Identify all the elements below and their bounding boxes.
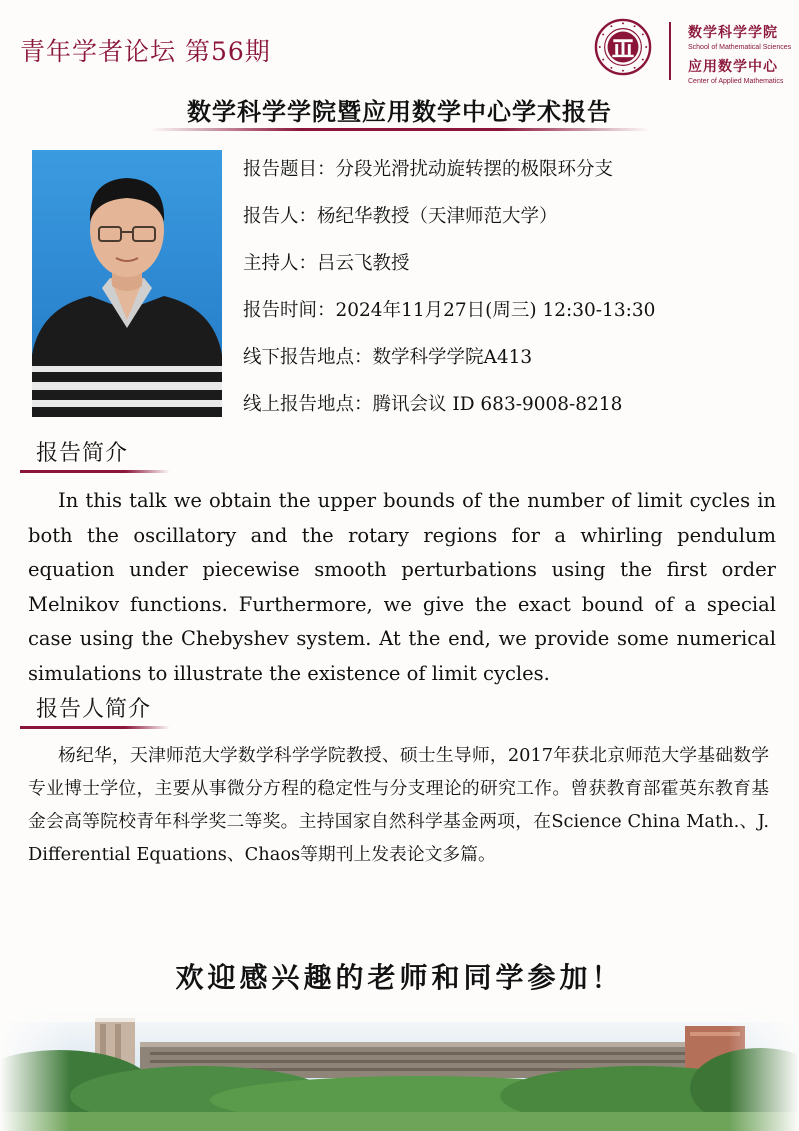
info-talk-title: 报告题目：分段光滑扰动旋转摆的极限环分支	[243, 159, 614, 180]
info-host: 主持人：吕云飞教授	[243, 253, 410, 274]
info-offline-location: 线下报告地点：数学科学学院A413	[243, 347, 533, 368]
info-online-location: 线上报告地点：腾讯会议 ID 683-9008-8218	[243, 394, 623, 415]
title-underline	[150, 128, 650, 131]
institution-en-2: Center of Applied Mathematics	[688, 78, 784, 85]
institution-name-1: 数学科学学院	[688, 25, 778, 41]
bio-heading-underline	[20, 726, 170, 729]
campus-banner-image	[0, 1000, 799, 1131]
abstract-heading-underline	[20, 470, 170, 473]
institution-block	[688, 22, 791, 90]
info-time: 报告时间：2024年11月27日(周三) 12:30-13:30	[243, 300, 656, 321]
bio-text: 杨纪华，天津师范大学数学科学学院教授、硕士生导师，2017年获北京师范大学基础数学专业博士学位，主要从事微分方程的稳定性与分支理论的研究工作。曾获教育部霍英东教育基金会高等院校青年科学奖二等奖。主持国家自然科学基金两项，在Science China Math.、J. Differential Equations、Chaos等期刊上发表论文多篇。	[28, 745, 769, 865]
info-speaker: 报告人：杨纪华教授（天津师范大学）	[243, 206, 558, 227]
speaker-photo	[32, 150, 222, 417]
series-title: 青年学者论坛 第56期	[20, 37, 271, 66]
abstract-text: In this talk we obtain the upper bounds of the number of limit cycles in both the oscillatory and the rotary regions for a whirling pendulum equation under piecewise smooth perturbations using the first order Melnikov functions. Furthermore, we give the exact bound of a special case using the Chebyshev system. At the end, we provide some numerical simulations to illustrate the existence of limit cycles.	[28, 489, 776, 685]
main-title: 数学科学学院暨应用数学中心学术报告	[187, 97, 612, 126]
institution-name-2: 应用数学中心	[688, 59, 778, 75]
welcome-message: 欢迎感兴趣的老师和同学参加！	[175, 961, 624, 994]
logo-divider	[669, 22, 671, 80]
bio-heading: 报告人简介	[36, 697, 152, 722]
abstract-heading: 报告简介	[36, 441, 129, 466]
university-logo	[594, 18, 652, 76]
talk-info	[243, 156, 655, 438]
institution-en-1: School of Mathematical Sciences	[688, 44, 792, 51]
